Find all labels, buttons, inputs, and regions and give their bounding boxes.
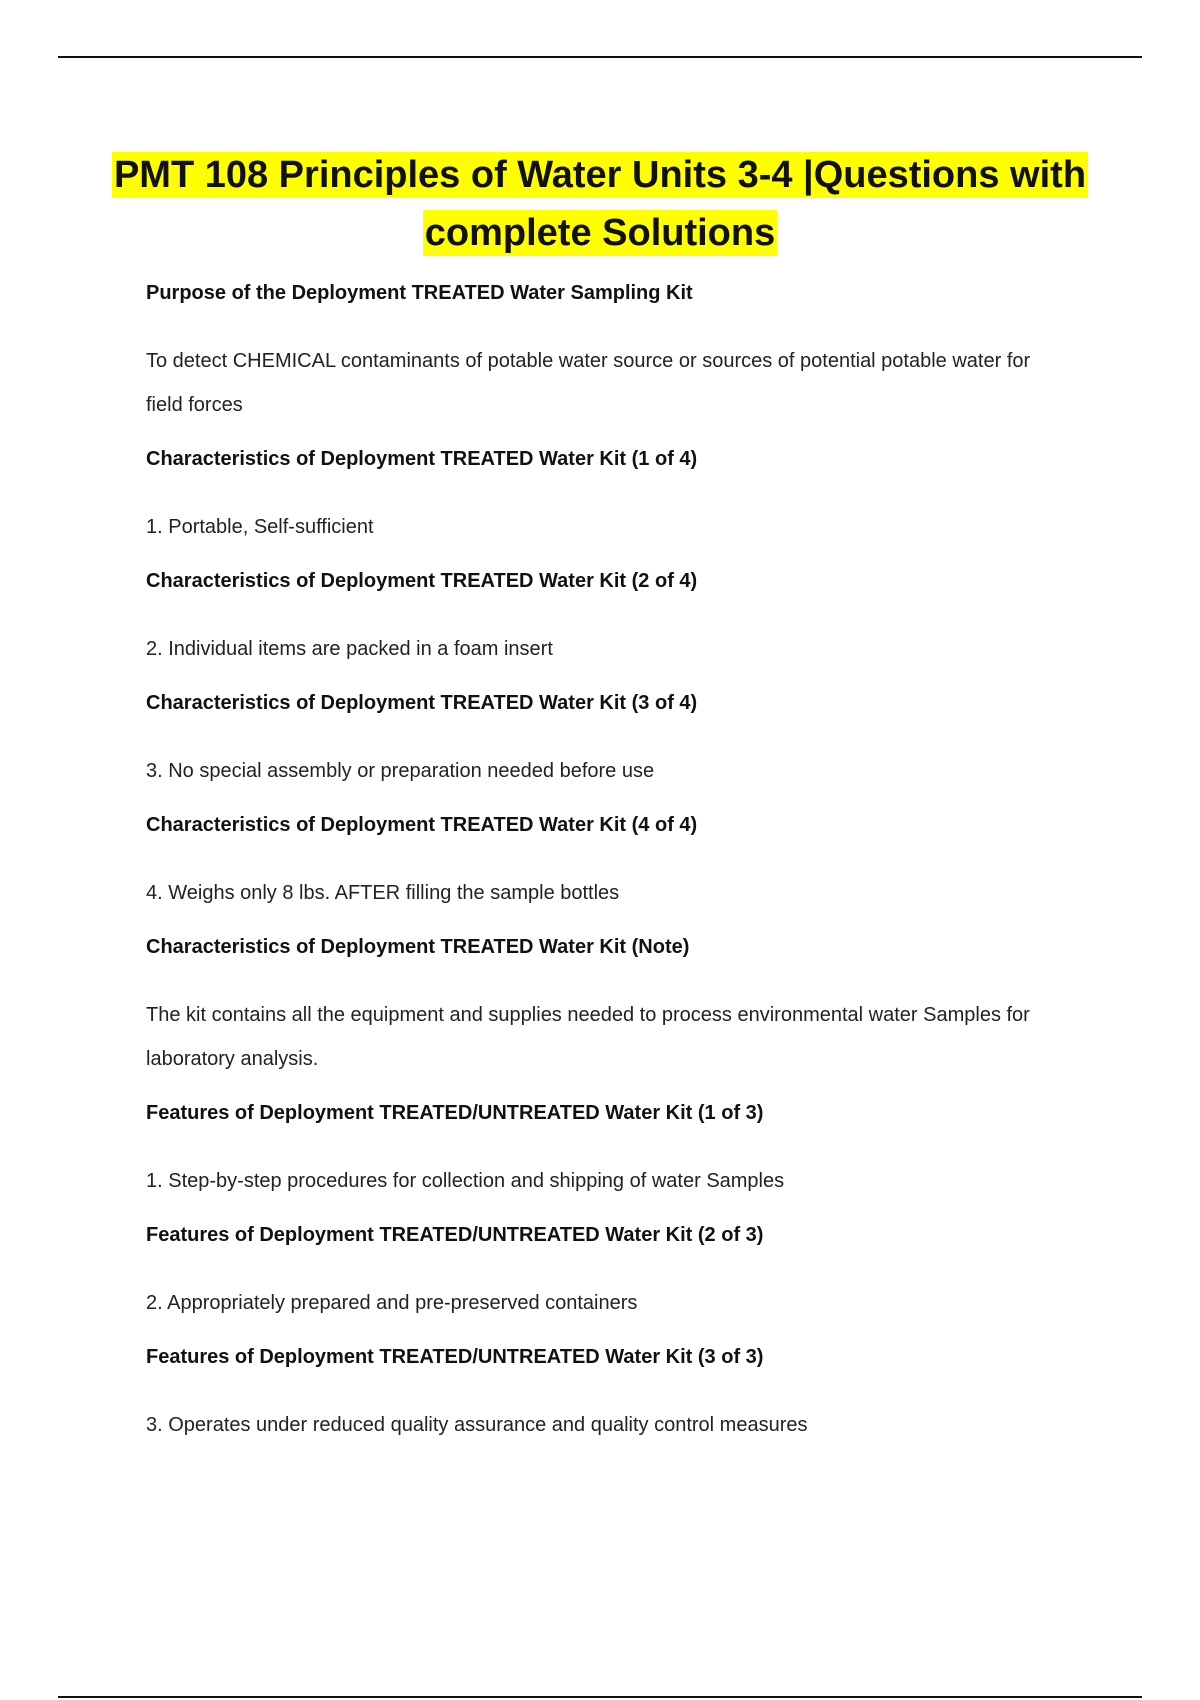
question-2: Characteristics of Deployment TREATED Water Kit (1 of 4) [146, 448, 698, 470]
bottom-divider [58, 1696, 1142, 1698]
question-6: Characteristics of Deployment TREATED Water Kit (Note) [146, 936, 690, 958]
answer-6: The kit contains all the equipment and supplies needed to process environmental water Samples for laboratory analysis. [146, 1004, 1030, 1070]
question-7: Features of Deployment TREATED/UNTREATED Water Kit (1 of 3) [146, 1102, 764, 1124]
question-4: Characteristics of Deployment TREATED Water Kit (3 of 4) [146, 692, 698, 714]
answer-4: 3. No special assembly or preparation needed before use [146, 760, 655, 782]
question-3: Characteristics of Deployment TREATED Water Kit (2 of 4) [146, 570, 698, 592]
answer-7: 1. Step-by-step procedures for collection and shipping of water Samples [146, 1170, 785, 1192]
answer-8: 2. Appropriately prepared and pre-preserved containers [146, 1292, 638, 1314]
answer-5: 4. Weighs only 8 lbs. AFTER filling the sample bottles [146, 882, 620, 904]
question-5: Characteristics of Deployment TREATED Water Kit (4 of 4) [146, 814, 698, 836]
document-title [100, 146, 1100, 262]
answer-3: 2. Individual items are packed in a foam insert [146, 638, 553, 660]
qa-list [146, 278, 1066, 1464]
question-9: Features of Deployment TREATED/UNTREATED Water Kit (3 of 3) [146, 1346, 764, 1368]
answer-2: 1. Portable, Self-sufficient [146, 516, 374, 538]
title-highlight: PMT 108 Principles of Water Units 3-4 |Questions with complete Solutions [113, 154, 1087, 254]
top-divider [58, 56, 1142, 58]
answer-1: To detect CHEMICAL contaminants of potable water source or sources of potential potable water for field forces [146, 350, 1031, 416]
question-8: Features of Deployment TREATED/UNTREATED Water Kit (2 of 3) [146, 1224, 764, 1246]
answer-9: 3. Operates under reduced quality assurance and quality control measures [146, 1414, 808, 1436]
question-1: Purpose of the Deployment TREATED Water Sampling Kit [146, 282, 693, 304]
